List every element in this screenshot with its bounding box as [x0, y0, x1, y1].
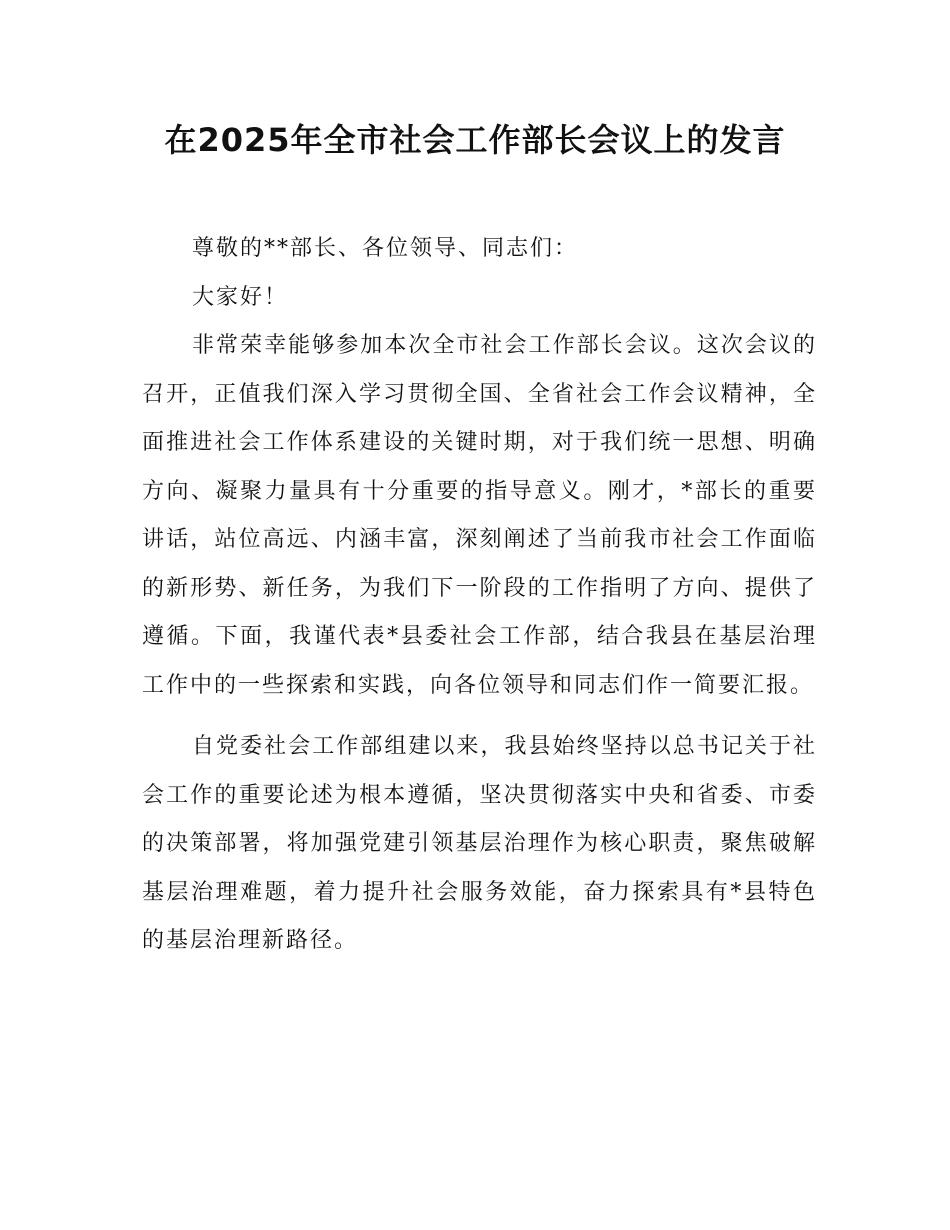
- paragraph-intro: 非常荣幸能够参加本次全市社会工作部长会议。这次会议的召开，正值我们深入学习贯彻全国、全省社会工作会议精神，全面推进社会工作体系建设的关键时期，对于我们统一思想、明确方向、凝聚力量具有十分重要的指导意义。刚才，*部长的重要讲话，站位高远、内涵丰富，深刻阐述了当前我市社会工作面临的新形势、新任务，为我们下一阶段的工作指明了方向、提供了遵循。下面，我谨代表*县委社会工作部，结合我县在基层治理工作中的一些探索和实践，向各位领导和同志们作一简要汇报。: [142, 333, 817, 698]
- greeting: 大家好！: [192, 284, 289, 310]
- paragraph-overview: 自党委社会工作部组建以来，我县始终坚持以总书记关于社会工作的重要论述为根本遵循，坚决贯彻落实中央和省委、市委的决策部署，将加强党建引领基层治理作为核心职责，聚焦破解基层治理难题，着力提升社会服务效能，奋力探索具有*县特色的基层治理新路径。: [142, 734, 817, 953]
- salutation: 尊敬的**部长、各位领导、同志们：: [192, 236, 579, 261]
- document-body: [142, 225, 817, 966]
- document-title: 在2025年全市社会工作部长会议上的发言: [164, 121, 786, 159]
